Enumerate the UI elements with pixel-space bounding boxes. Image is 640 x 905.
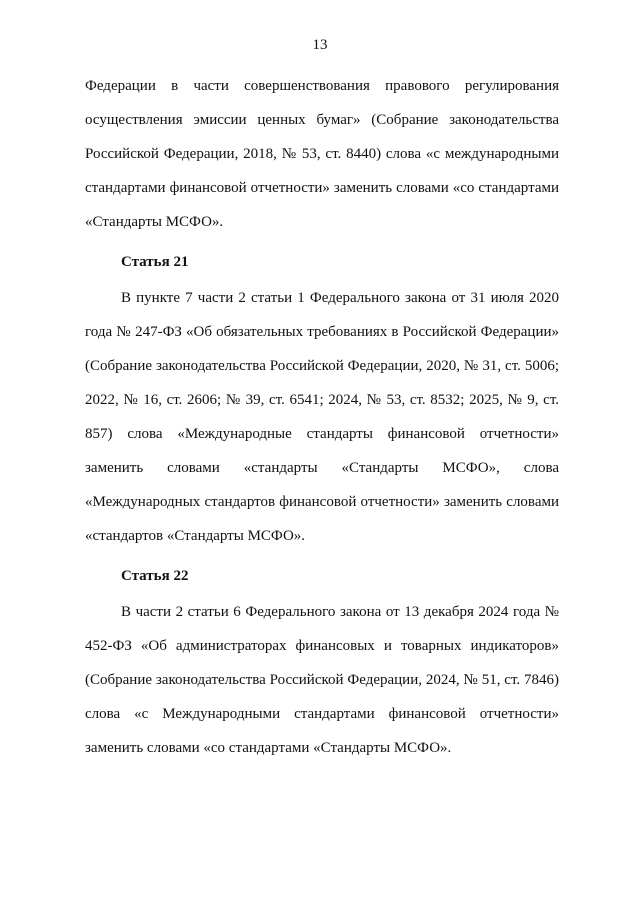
article-21-heading: Статья 21	[121, 254, 189, 270]
page-number: 13	[312, 37, 328, 53]
article-22-heading: Статья 22	[121, 568, 189, 584]
article-22-paragraph: В части 2 статьи 6 Федерального закона от 13 декабря 2024 года № 452-ФЗ «Об администраторах финансовых и товарных индикаторов» (Собрание законодательства Российской Федерации, 2024, № 51, ст. 7846) слова «с Международными стандартами финансовой отчетности» заменить словами «со стандартами «Стандарты МСФО».	[85, 604, 559, 756]
document-body	[85, 69, 559, 765]
intro-paragraph: Федерации в части совершенствования правового регулирования осуществления эмиссии ценных бумаг» (Собрание законодательства Российской Федерации, 2018, № 53, ст. 8440) слова «с международными стандартами финансовой отчетности» заменить словами «со стандартами «Стандарты МСФО».	[85, 78, 559, 230]
article-21-paragraph: В пункте 7 части 2 статьи 1 Федерального закона от 31 июля 2020 года № 247-ФЗ «Об обязательных требованиях в Российской Федерации» (Собрание законодательства Российской Федерации, 2020, № 31, ст. 5006; 2022, № 16, ст. 2606; № 39, ст. 6541; 2024, № 53, ст. 8532; 2025, № 9, ст. 857) слова «Международные стандарты финансовой отчетности» заменить словами «стандарты «Стандарты МСФО», слова «Международных стандартов финансовой отчетности» заменить словами «стандартов «Стандарты МСФО».	[85, 290, 559, 544]
